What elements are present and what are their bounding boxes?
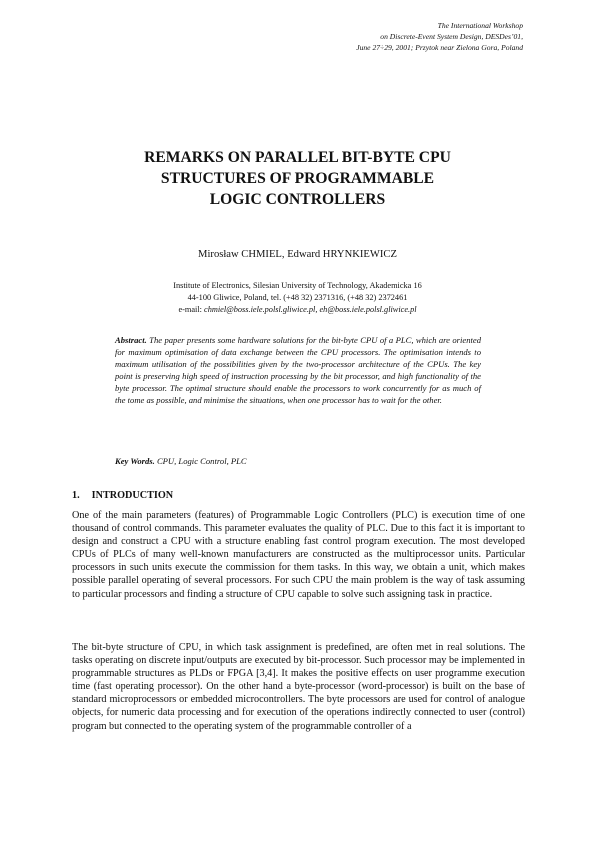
section-heading xyxy=(72,489,173,503)
email-label: e-mail: xyxy=(178,305,205,314)
email-separator: , xyxy=(315,305,320,314)
paper-title xyxy=(70,147,525,210)
title-line-2: STRUCTURES OF PROGRAMMABLE xyxy=(160,170,435,187)
abstract-text: The paper presents some hardware solutions for the bit-byte CPU of a PLC, which are oriented for maximum optimisation of data exchange between the CPU processors. The optimisation intends to maximum utilisation of the possibilities given by the two-processor architecture of the CPUs. The key point is preserving high speed of instruction processing by the bit processor, and high functionality of the byte processor. The optimal structure should enable the processors to work concurrently for as much of the tome as possible, and minimise the situations, when one processor has to wait for the other. xyxy=(115,335,481,405)
abstract-label: Abstract. xyxy=(115,335,147,345)
email-line xyxy=(70,304,525,316)
affiliation-line-2: 44-100 Gliwice, Poland, tel. (+48 32) 2371316, (+48 32) 2372461 xyxy=(187,293,408,302)
keywords-text: CPU, Logic Control, PLC xyxy=(154,456,247,466)
title-line-1: REMARKS ON PARALLEL BIT-BYTE CPU xyxy=(144,149,451,166)
section-title: INTRODUCTION xyxy=(91,490,174,501)
affiliation-line-1: Institute of Electronics, Silesian University of Technology, Akademicka 16 xyxy=(173,281,422,290)
email-link-2[interactable]: eh@boss.iele.polsl.gliwice.pl xyxy=(319,305,417,314)
body-paragraph-2: The bit-byte structure of CPU, in which task assignment is predefined, are often met in real solutions. The tasks operating on discrete input/outputs are executed by bit-processor. Such processor may be implemented in programmable structures as PLDs or FPGA [3,4]. It makes the positive effects on user programme execution time (fast operating processor). On the other hand a byte-processor (word-processor) is built on the base of standard microprocessors or embedded microcontrollers. The byte processors are used for control of analogue objects, for numeric data processing and for execution of the operations indirectly connected to user (control) program but connected to the operating system of the programmable controller of a xyxy=(72,642,525,732)
conference-line-1: The International Workshop xyxy=(437,21,523,30)
keywords-label: Key Words. xyxy=(115,456,155,466)
conference-header xyxy=(223,20,523,53)
body-paragraph-1: One of the main parameters (features) of Programmable Logic Controllers (PLC) is execution time of one thousand of control commands. This parameter evaluates the quality of PLC. Due to this fact it is important to design and construct a CPU with a structure enabling fast control program execution. The most developed CPUs of PLCs of many well-known manufacturers are constructed as the multiprocessor units. Particular processors in such units execute the commission for them tasks. In this way, we obtain a unit, which makes possible parallel operating of several processors. For such CPU the main problem is the way of task assuming to particular processors and finding a structure of CPU capable to solve such assigning task in practice. xyxy=(72,510,525,600)
conference-line-2: on Discrete-Event System Design, DESDes’01, xyxy=(380,32,523,41)
affiliation xyxy=(70,280,525,316)
abstract xyxy=(115,334,481,406)
email-link-1[interactable]: chmiel@boss.iele.polsl.gliwice.pl xyxy=(204,305,316,314)
section-number: 1. xyxy=(72,490,80,501)
conference-line-3: June 27÷29, 2001; Przytok near Zielona Gora, Poland xyxy=(356,43,523,52)
keywords xyxy=(115,455,481,467)
authors: Mirosław CHMIEL, Edward HRYNKIEWICZ xyxy=(198,249,397,260)
title-line-3: LOGIC CONTROLLERS xyxy=(209,191,386,208)
